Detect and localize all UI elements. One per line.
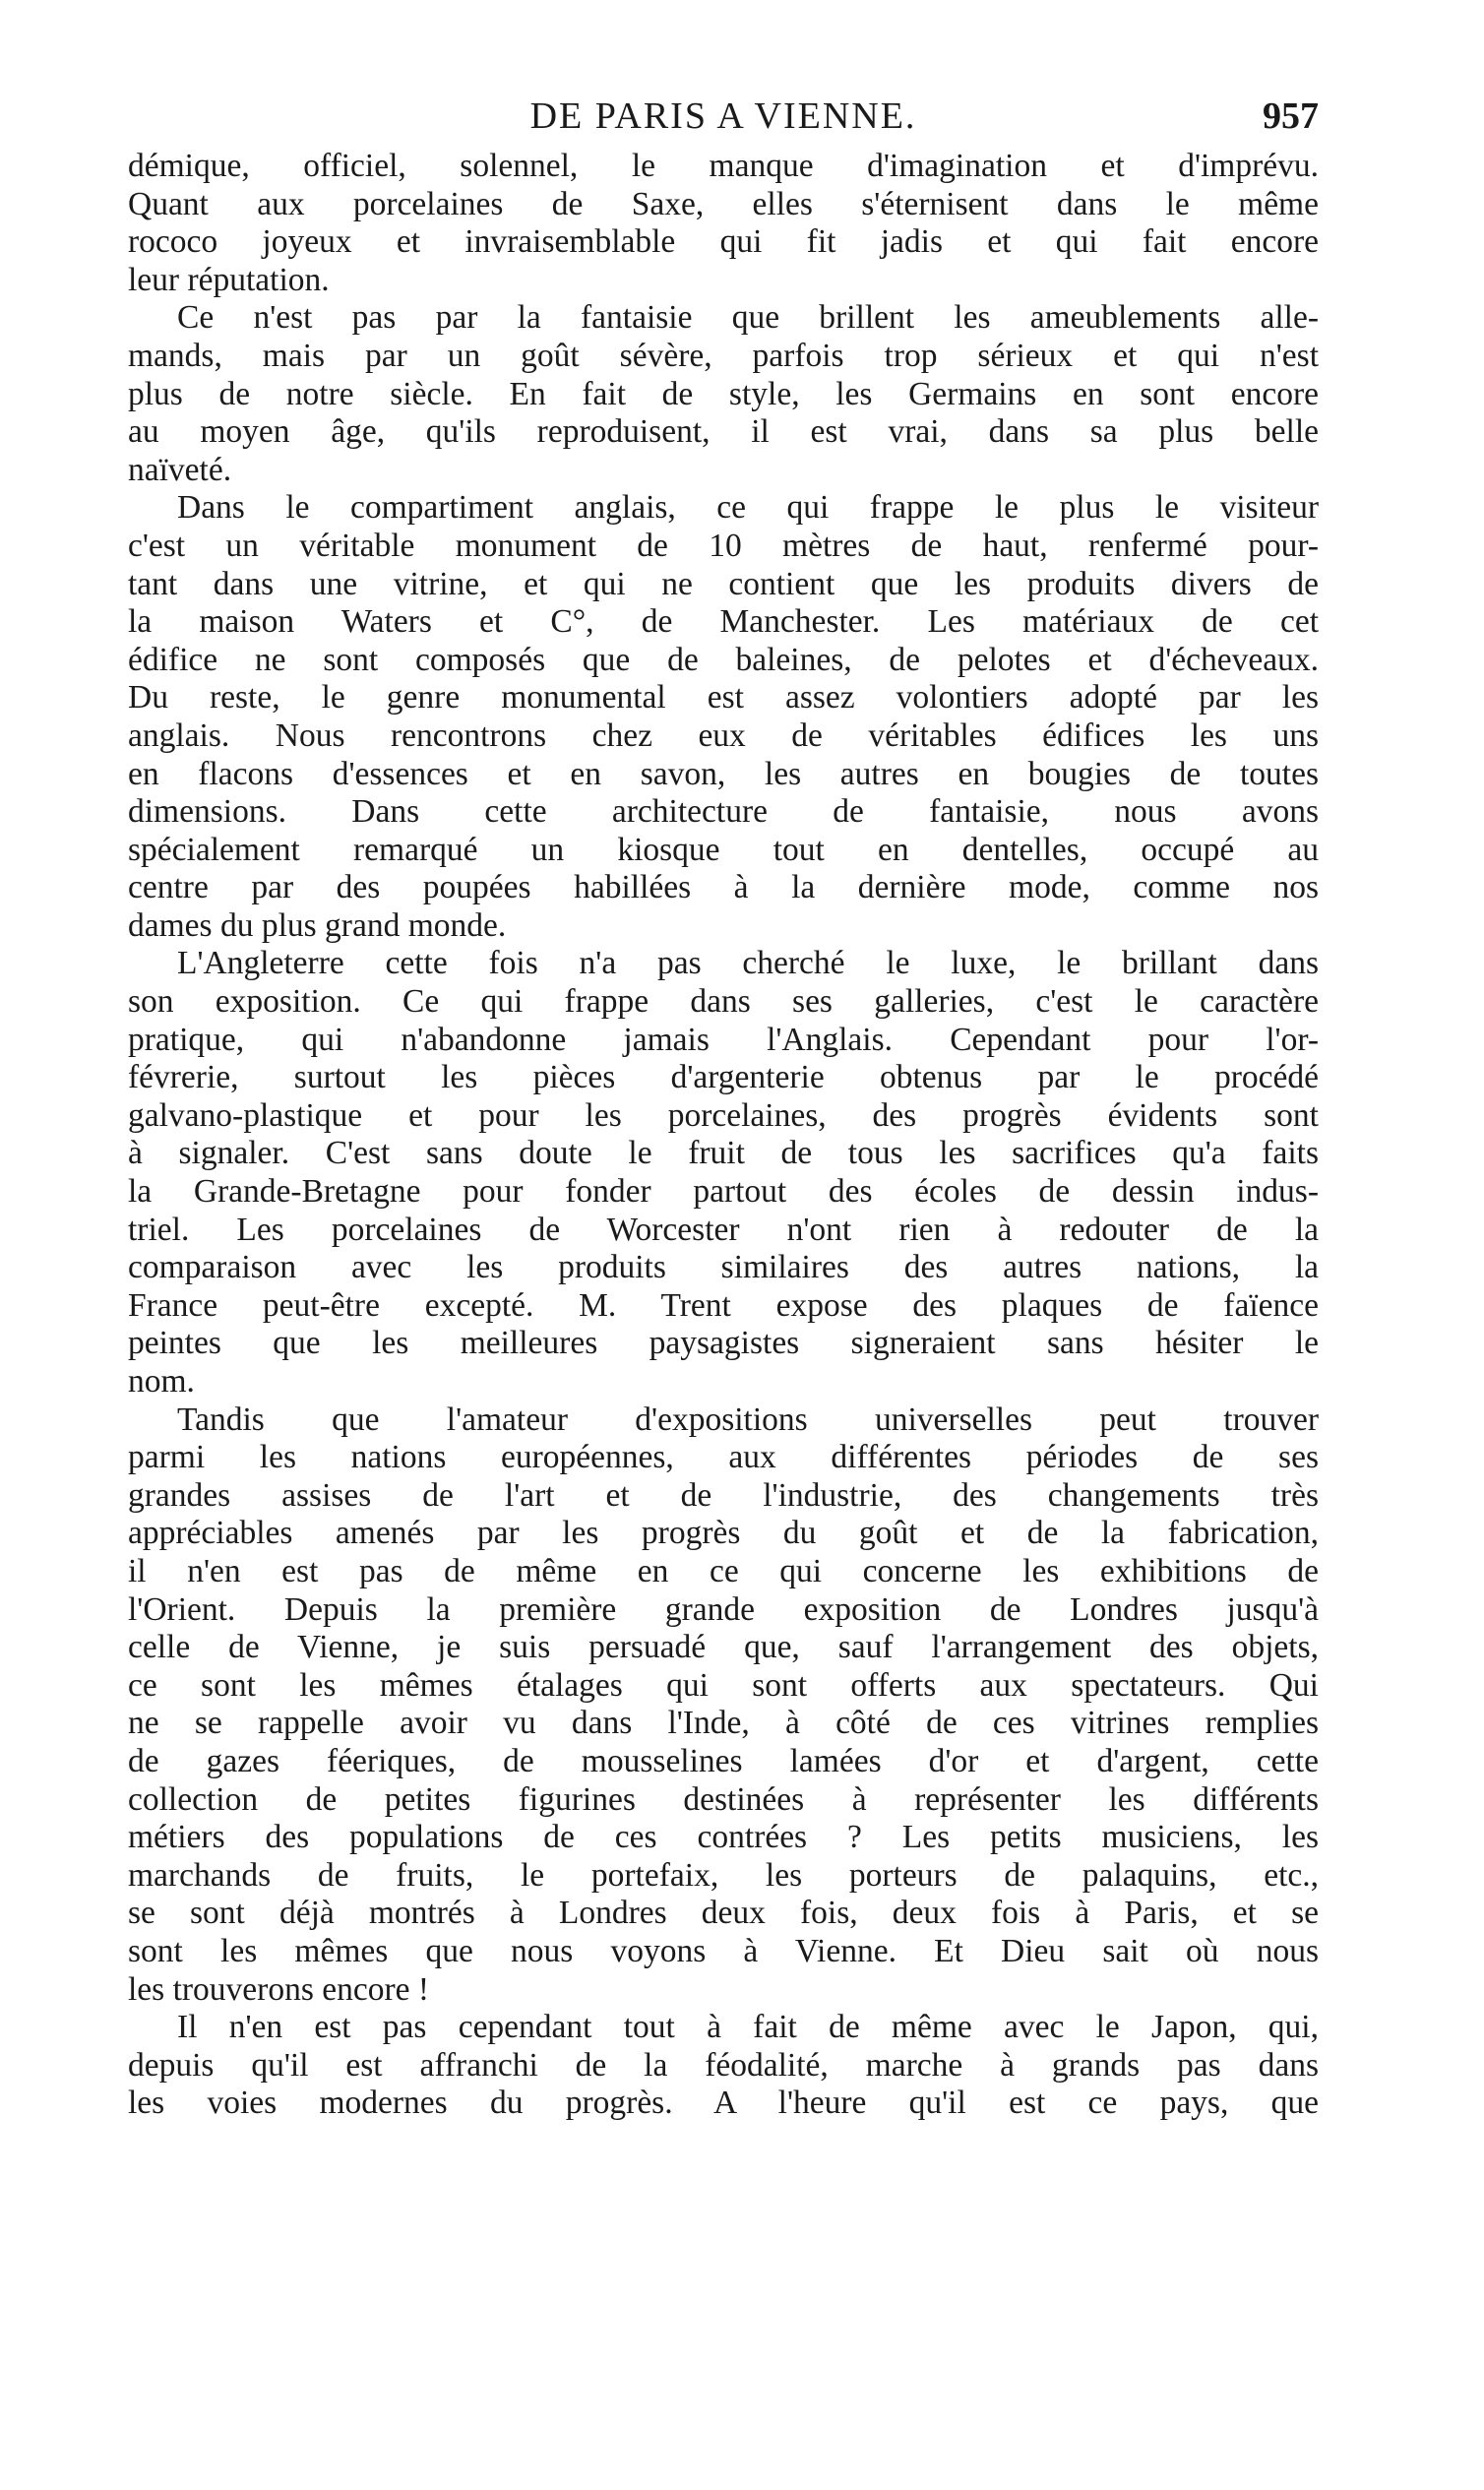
text-line: parmi les nations européennes, aux différentes périodes de ses <box>128 1439 1319 1476</box>
text-line: les voies modernes du progrès. A l'heure qu'il est ce pays, que <box>128 2085 1319 2122</box>
text-line: plus de notre siècle. En fait de style, les Germains en sont encore <box>128 375 1319 412</box>
text-line: ce sont les mêmes étalages qui sont offerts aux spectateurs. Qui <box>128 1666 1319 1704</box>
text-line: spécialement remarqué un kiosque tout en dentelles, occupé au <box>128 831 1319 868</box>
text-line: métiers des populations de ces contrées ? Les petits musiciens, les <box>128 1819 1319 1856</box>
text-line: démique, officiel, solennel, le manque d'imagination et d'imprévu. <box>128 148 1319 184</box>
text-line: marchands de fruits, le portefaix, les porteurs de palaquins, etc., <box>128 1856 1319 1894</box>
text-line: il n'en est pas de même en ce qui concerne les exhibitions de <box>128 1552 1319 1589</box>
text-line: ne se rappelle avoir vu dans l'Inde, à côté de ces vitrines remplies <box>128 1705 1319 1742</box>
text-line: se sont déjà montrés à Londres deux fois, deux fois à Paris, et se <box>128 1895 1319 1932</box>
text-line: dimensions. Dans cette architecture de fantaisie, nous avons <box>128 793 1319 831</box>
text-line: l'Orient. Depuis la première grande exposition de Londres jusqu'à <box>128 1590 1319 1628</box>
text-line: mands, mais par un goût sévère, parfois trop sérieux et qui n'est <box>128 337 1319 374</box>
text-line: Ce n'est pas par la fantaisie que brillent les ameublements alle- <box>177 299 1319 337</box>
text-line: son exposition. Ce qui frappe dans ses galleries, c'est le caractère <box>128 983 1319 1021</box>
text-line: pratique, qui n'abandonne jamais l'Anglais. Cependant pour l'or- <box>128 1021 1319 1058</box>
text-line: c'est un véritable monument de 10 mètres de haut, renfermé pour- <box>128 527 1319 564</box>
text-line: à signaler. C'est sans doute le fruit de tous les sacrifices qu'a faits <box>128 1135 1319 1172</box>
text-line: leur réputation. <box>128 261 330 298</box>
text-line: anglais. Nous rencontrons chez eux de véritables édifices les uns <box>128 716 1319 754</box>
text-line: comparaison avec les produits similaires des autres nations, la <box>128 1249 1319 1286</box>
text-line: au moyen âge, qu'ils reproduisent, il est vrai, dans sa plus belle <box>128 413 1319 451</box>
text-line: dames du plus grand monde. <box>128 906 507 944</box>
text-line: L'Angleterre cette fois n'a pas cherché le luxe, le brillant dans <box>177 945 1319 982</box>
text-line: en flacons d'essences et en savon, les autres en bougies de toutes <box>128 755 1319 792</box>
text-line: tant dans une vitrine, et qui ne contient que les produits divers de <box>128 565 1319 602</box>
text-line: nom. <box>128 1363 195 1400</box>
text-line: peintes que les meilleures paysagistes signeraient sans hésiter le <box>128 1325 1319 1362</box>
text-line: appréciables amenés par les progrès du goût et de la fabrication, <box>128 1515 1319 1552</box>
text-line: Quant aux porcelaines de Saxe, elles s'éternisent dans le même <box>128 185 1319 222</box>
text-line: la Grande-Bretagne pour fonder partout des écoles de dessin indus- <box>128 1173 1319 1211</box>
text-line: Dans le compartiment anglais, ce qui frappe le plus le visiteur <box>177 489 1319 527</box>
text-line: la maison Waters et C°, de Manchester. Les matériaux de cet <box>128 603 1319 641</box>
text-line: rococo joyeux et invraisemblable qui fit jadis et qui fait encore <box>128 223 1319 261</box>
text-line: naïveté. <box>128 451 232 488</box>
text-line: févrerie, surtout les pièces d'argenterie obtenus par le procédé <box>128 1059 1319 1096</box>
text-line: centre par des poupées habillées à la dernière mode, comme nos <box>128 869 1319 906</box>
text-line: triel. Les porcelaines de Worcester n'ont rien à redouter de la <box>128 1211 1319 1248</box>
text-line: grandes assises de l'art et de l'industrie, des changements très <box>128 1476 1319 1514</box>
running-title: DE PARIS A VIENNE. <box>529 95 917 137</box>
text-line: France peut-être excepté. M. Trent expose des plaques de faïence <box>128 1286 1319 1324</box>
page-number: 957 <box>1263 95 1319 137</box>
text-line: depuis qu'il est affranchi de la féodalité, marche à grands pas dans <box>128 2046 1319 2084</box>
text-line: celle de Vienne, je suis persuadé que, sauf l'arrangement des objets, <box>128 1629 1319 1666</box>
text-line: sont les mêmes que nous voyons à Vienne. Et Dieu sait où nous <box>128 1932 1319 1969</box>
text-line: les trouverons encore ! <box>128 1970 430 2008</box>
text-line: édifice ne sont composés que de baleines, de pelotes et d'écheveaux. <box>128 641 1319 678</box>
text-line: de gazes féeriques, de mousselines lamées d'or et d'argent, cette <box>128 1742 1319 1779</box>
text-line: Tandis que l'amateur d'expositions universelles peut trouver <box>177 1401 1319 1438</box>
text-line: collection de petites figurines destinées à représenter les différents <box>128 1780 1319 1818</box>
running-header <box>128 87 1319 146</box>
text-line: galvano-plastique et pour les porcelaines, des progrès évidents sont <box>128 1096 1319 1134</box>
text-line: Il n'en est pas cependant tout à fait de même avec le Japon, qui, <box>177 2009 1319 2046</box>
text-line: Du reste, le genre monumental est assez volontiers adopté par les <box>128 679 1319 716</box>
body-text <box>128 148 1319 2123</box>
